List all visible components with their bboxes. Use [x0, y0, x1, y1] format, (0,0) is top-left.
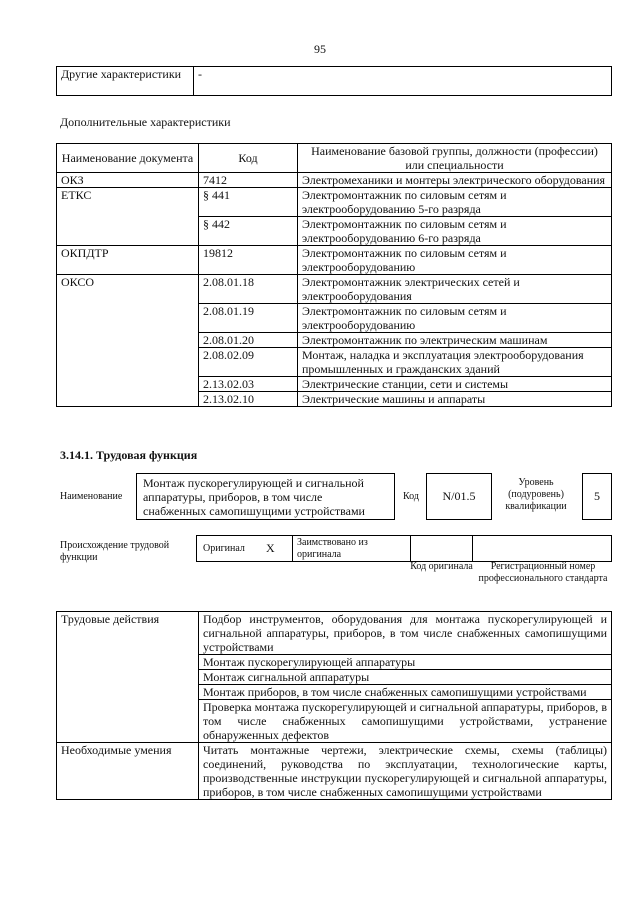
action-item: Проверка монтажа пускорегулирующей и сигнальной аппаратуры, приборов, в том числе снабженных самопишущими устройствами, устранение обнаруженных дефектов [199, 700, 612, 743]
classifier-row [57, 173, 612, 188]
other-label: Другие характеристики [57, 67, 194, 96]
classifier-name-cell: Электромонтажник по силовым сетям и электрооборудованию [298, 246, 612, 275]
details-row [57, 612, 612, 655]
section-title: 3.14.1. Трудовая функция [60, 448, 198, 462]
additional-title: Дополнительные характеристики [60, 115, 231, 129]
classifier-doc-cell: ОКЗ [57, 173, 199, 188]
origin-borrowed-label: Заимствовано из оригинала [297, 537, 368, 560]
classifier-code-cell: 2.08.01.20 [199, 333, 298, 348]
origin-original-mark: X [266, 541, 275, 555]
classifier-name-cell: Электромеханики и монтеры электрического оборудования [298, 173, 612, 188]
function-name-box [136, 473, 395, 520]
page-number: 95 [314, 42, 326, 56]
classifier-code-cell: 2.08.01.18 [199, 275, 298, 304]
classifier-name-cell: Электромонтажник по электрическим машинам [298, 333, 612, 348]
classifier-code-cell: 2.08.01.19 [199, 304, 298, 333]
classifier-name-cell: Монтаж, наладка и эксплуатация электрооборудования промышленных и гражданских зданий [298, 348, 612, 377]
origin-reg-box [472, 535, 612, 562]
origin-code-box [410, 535, 473, 562]
classifier-code-cell: 19812 [199, 246, 298, 275]
classifier-row [57, 275, 612, 304]
details-row [57, 743, 612, 800]
function-name-value: Монтаж пускорегулирующей и сигнальной аппаратуры, приборов, в том числе снабженных самопишущими устройствами [143, 476, 365, 518]
classifier-doc-cell: ЕТКС [57, 188, 199, 246]
other-characteristics-table [56, 66, 612, 96]
classifier-name-cell: Электромонтажник электрических сетей и электрооборудования [298, 275, 612, 304]
header-code: Код [199, 144, 298, 173]
classifier-code-cell: § 442 [199, 217, 298, 246]
classifier-code-cell: 7412 [199, 173, 298, 188]
classifier-name-cell: Электромонтажник по силовым сетям и электрооборудованию 6-го разряда [298, 217, 612, 246]
function-name-label: Наименование [60, 491, 123, 502]
origin-code-caption: Код оригинала [410, 561, 473, 572]
skill-item: Читать монтажные чертежи, электрические схемы, схемы (таблицы) соединений, руководства по эксплуатации, технологические карты, производственные инструкции пускорегулирующей и сигнальной аппаратуры, приборов, в том числе снабженных самопишущими устройствами [199, 743, 612, 800]
classifier-doc-cell: ОКСО [57, 275, 199, 407]
classifier-doc-cell: ОКПДТР [57, 246, 199, 275]
level-value: 5 [594, 489, 600, 503]
level-box [582, 473, 612, 520]
classifier-code-cell: 2.13.02.03 [199, 377, 298, 392]
action-item: Монтаж пускорегулирующей аппаратуры [199, 655, 612, 670]
origin-label: Происхождение трудовой функции [60, 540, 170, 563]
classifier-row [57, 188, 612, 217]
classifier-name-cell: Электрические станции, сети и системы [298, 377, 612, 392]
classifier-code-cell: 2.08.02.09 [199, 348, 298, 377]
classifier-code-cell: 2.13.02.10 [199, 392, 298, 407]
level-label: Уровень (подуровень) квалификации [505, 477, 567, 512]
classifier-name-cell: Электромонтажник по силовым сетям и электрооборудованию [298, 304, 612, 333]
classifier-code-cell: § 441 [199, 188, 298, 217]
action-item: Монтаж сигнальной аппаратуры [199, 670, 612, 685]
other-value: - [194, 67, 612, 96]
origin-reg-caption: Регистрационный номер профессионального стандарта [478, 561, 608, 584]
skills-label: Необходимые умения [57, 743, 199, 800]
header-document: Наименование документа [57, 144, 199, 173]
origin-original-label: Оригинал [203, 543, 245, 554]
classifier-name-cell: Электрические машины и аппараты [298, 392, 612, 407]
header-name: Наименование базовой группы, должности (профессии) или специальности [298, 144, 612, 173]
actions-label: Трудовые действия [57, 612, 199, 743]
action-item: Подбор инструментов, оборудования для монтажа пускорегулирующей и сигнальной аппаратуры, приборов, в том числе снабженных самопишущими устройствами [199, 612, 612, 655]
code-label: Код [403, 491, 419, 502]
classifier-row [57, 246, 612, 275]
classifier-name-cell: Электромонтажник по силовым сетям и электрооборудованию 5-го разряда [298, 188, 612, 217]
code-value: N/01.5 [442, 489, 476, 503]
classifier-table [56, 143, 612, 407]
action-item: Монтаж приборов, в том числе снабженных самопишущими устройствами [199, 685, 612, 700]
details-table [56, 611, 612, 800]
code-box [426, 473, 492, 520]
